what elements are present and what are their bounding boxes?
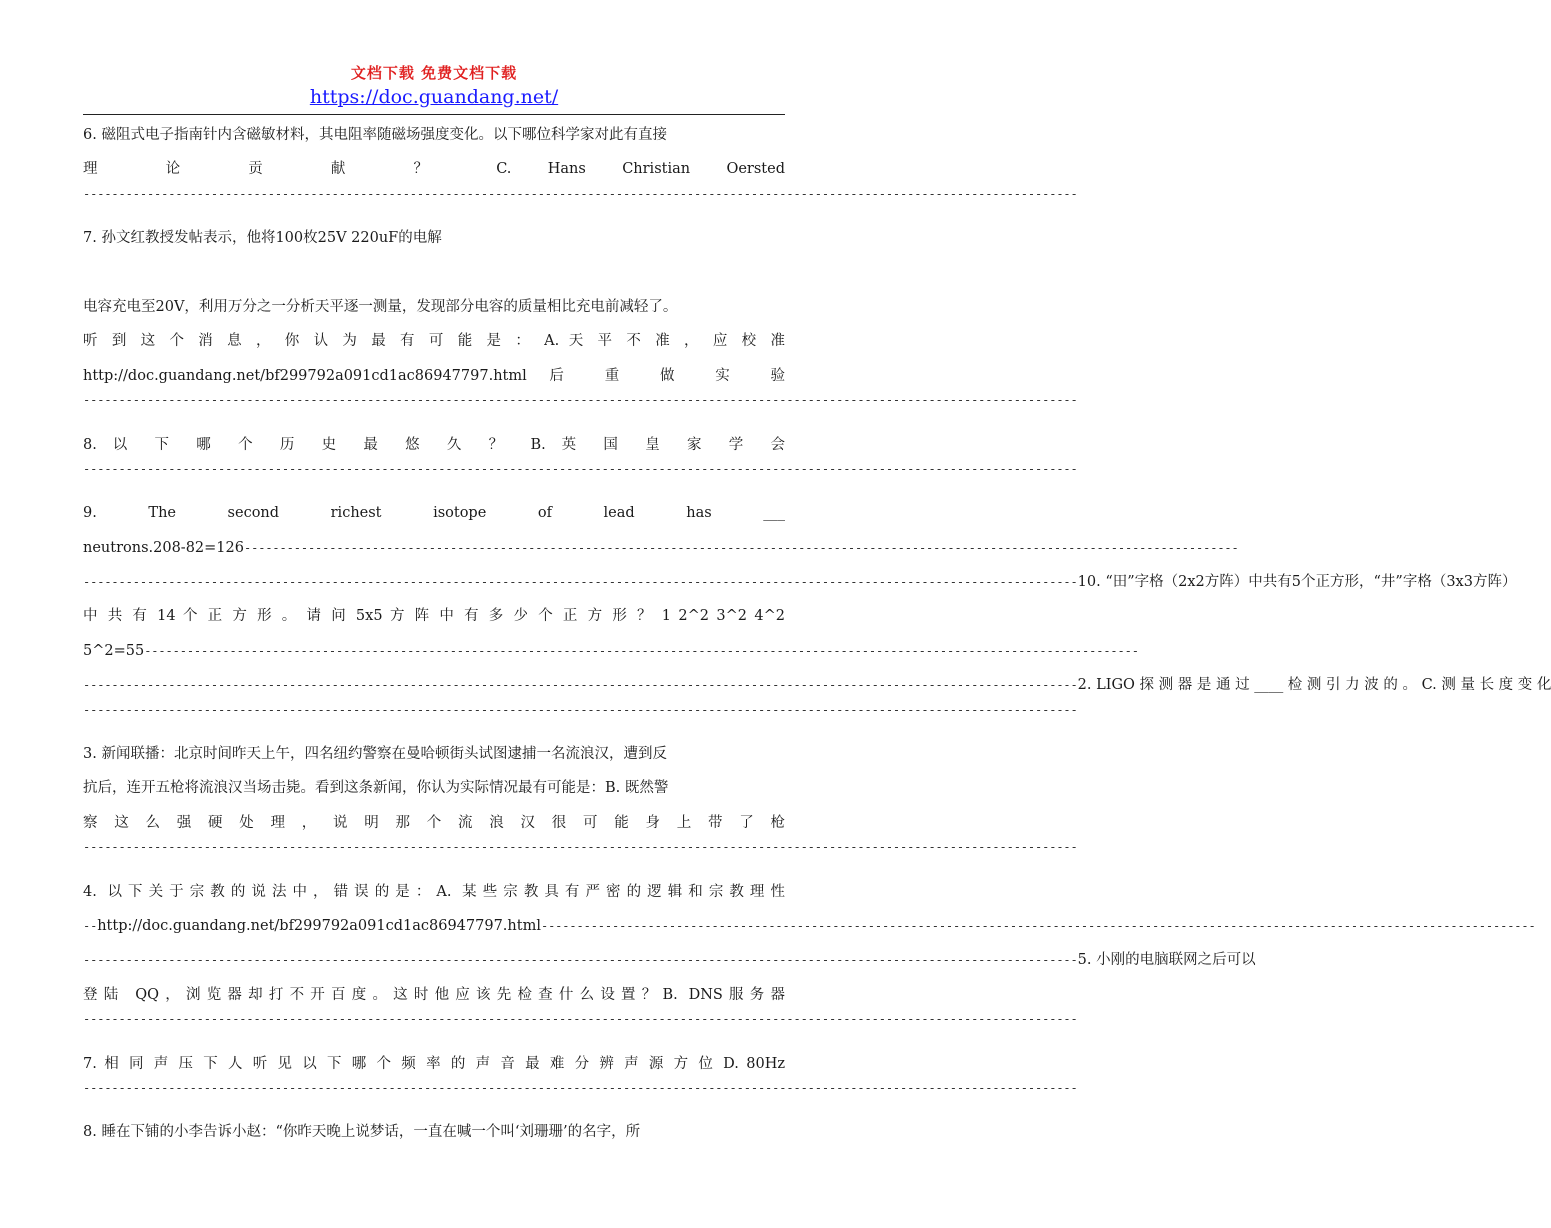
question-4-line-2 <box>83 909 1536 943</box>
question-3-line-2: 抗后，连开五枪将流浪汉当场击毙。看到这条新闻，你认为实际情况最有可能是：B. 既然警 <box>83 780 669 797</box>
download-header <box>83 62 785 110</box>
question-3-line-1: 3. 新闻联播：北京时间昨天上午，四名纽约警察在曼哈顿街头试图逮捕一名流浪汉，遭到反 <box>83 746 667 763</box>
header-url-link[interactable]: https://doc.guandang.net/ <box>309 86 559 108</box>
dash-separator: -------------------------------------------------------------------------------------------------------------------------------------------- <box>83 702 1078 717</box>
header-divider <box>83 114 785 115</box>
dash-fill: -------------------------------------------------------------------------------------------------------------------------------------------- <box>83 678 1078 693</box>
question-7-line-1: 7. 孙文红教授发帖表示，他将100枚25V 220uF的电解 <box>83 230 442 247</box>
question-9-line-2 <box>83 531 1239 565</box>
question-5-line-2: 登陆 QQ，浏览器却打不开百度。这时他应该先检查什么设置？B. DNS服务器 <box>83 986 785 1003</box>
question-8b-line: 8. 睡在下铺的小李告诉小赵：“你昨天晚上说梦话，一直在喊一个叫‘刘珊珊’的名字，所 <box>83 1124 641 1141</box>
question-10-line-2: 中 共 有 14 个 正 方 形 。 请 问 5x5 方 阵 中 有 多 少 个 正 方 形 ？ 1 2^2 3^2 4^2 <box>83 608 785 625</box>
question-7-line-2: 电容充电至20V，利用万分之一分析天平逐一测量，发现部分电容的质量相比充电前减轻了。 <box>83 298 678 315</box>
dash-fill: -------------------------------------------------------------------------------------------------------------------------------------------- <box>144 643 1139 658</box>
question-5-text: 5. 小刚的电脑联网之后可以 <box>1077 952 1256 969</box>
dash-separator: -------------------------------------------------------------------------------------------------------------------------------------------- <box>83 186 1078 201</box>
dash-separator: -------------------------------------------------------------------------------------------------------------------------------------------- <box>83 1080 1078 1095</box>
question-10-line-1 <box>83 565 1517 599</box>
question-6-line-2: 理 论 贡 献 ？ C. Hans Christian Oersted <box>83 161 785 178</box>
dash-separator: -------------------------------------------------------------------------------------------------------------------------------------------- <box>83 1012 1078 1027</box>
question-10-text: 10. “田”字格（2x2方阵）中共有5个正方形，“井”字格（3x3方阵） <box>1077 574 1517 591</box>
question-2-text: 2. LIGO 探 测 器 是 通 过 ____ 检 测 引 力 波 的 。 C. 测 量 长 度 变 化 <box>1077 677 1551 694</box>
question-4-url: http://doc.guandang.net/bf299792a091cd1ac86947797.html <box>97 917 541 934</box>
question-9-line-1: 9. The second richest isotope of lead has ___ <box>83 505 785 522</box>
question-10-line-3 <box>83 634 1139 668</box>
dash-separator: -------------------------------------------------------------------------------------------------------------------------------------------- <box>83 393 1078 408</box>
question-2-line <box>83 668 1551 702</box>
question-9-answer: neutrons.208-82=126 <box>83 539 244 556</box>
blank-line <box>83 256 785 290</box>
dash-fill: -------------------------------------------------------------------------------------------------------------------------------------------- <box>83 575 1078 590</box>
question-6-line-1: 6. 磁阻式电子指南针内含磁敏材料，其电阻率随磁场强度变化。以下哪位科学家对此有直接 <box>83 127 667 143</box>
question-5-line-1 <box>83 943 1256 977</box>
dash-separator: -------------------------------------------------------------------------------------------------------------------------------------------- <box>83 840 1078 855</box>
question-7b-line: 7. 相 同 声 压 下 人 听 见 以 下 哪 个 频 率 的 声 音 最 难 分 辨 声 源 方 位 D. 80Hz <box>83 1055 785 1072</box>
dash-fill: -------------------------------------------------------------------------------------------------------------------------------------------- <box>540 918 1536 933</box>
question-10-answer: 5^2=55 <box>83 642 145 659</box>
question-3-line-3: 察 这 么 强 硬 处 理 ， 说 明 那 个 流 浪 汉 很 可 能 身 上 带 了 枪 <box>83 814 785 831</box>
dash-fill: -------------------------------------------------------------------------------------------------------------------------------------------- <box>244 540 1239 555</box>
question-7-line-3: 听 到 这 个 消 息 ， 你 认 为 最 有 可 能 是 ： A. 天 平 不 准 ， 应 校 准 <box>83 333 785 350</box>
dash-separator: -------------------------------------------------------------------------------------------------------------------------------------------- <box>83 461 1078 476</box>
dash-fill: -------------------------------------------------------------------------------------------------------------------------------------------- <box>83 953 1078 968</box>
question-8-line: 8. 以 下 哪 个 历 史 最 悠 久 ？ B. 英 国 皇 家 学 会 <box>83 436 785 453</box>
dash-fill: -- <box>83 918 98 933</box>
header-title: 文档下载 免费文档下载 <box>350 64 518 82</box>
question-4-line-1: 4. 以下关于宗教的说法中，错误的是：A. 某些宗教具有严密的逻辑和宗教理性 <box>83 883 785 900</box>
document-body <box>83 118 1551 1150</box>
question-7-line-4: http://doc.guandang.net/bf299792a091cd1ac86947797.html 后 重 做 实 验 <box>83 367 785 384</box>
